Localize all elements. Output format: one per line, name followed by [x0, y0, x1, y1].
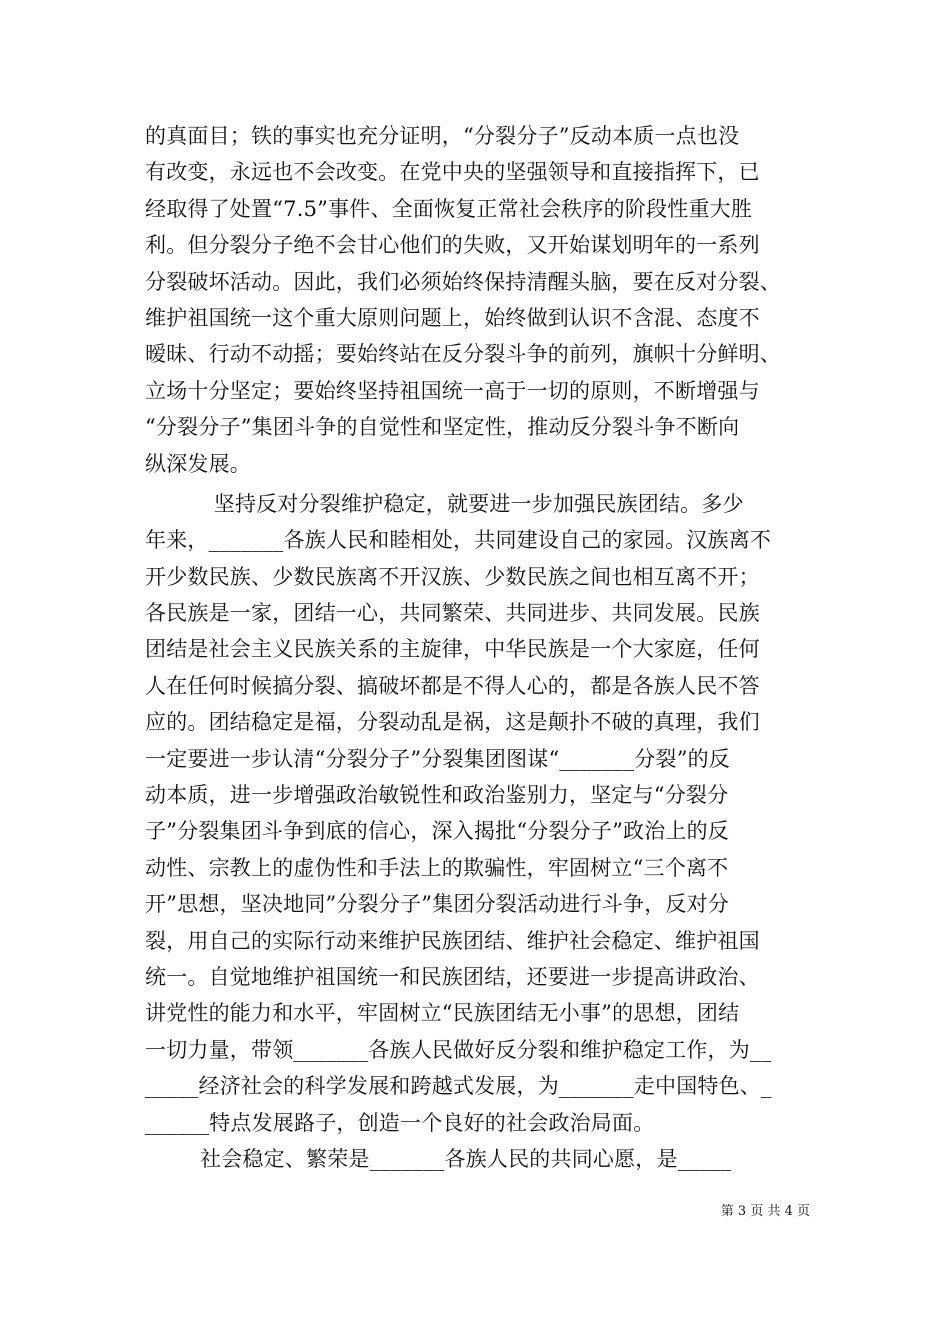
text-line-28: ______特点发展路子，创造一个良好的社会政治局面。 [145, 1110, 655, 1135]
text-line-27: _____经济社会的科学发展和跨越式发展，为_______走中国特色、_ [145, 1074, 772, 1099]
document-body [145, 118, 810, 1177]
text-line-23: 裂，用自己的实际行动来维护民族团结、维护社会稳定、维护祖国 [145, 928, 760, 953]
text-line-12: 年来，_______各族人民和睦相处，共同建设自己的家园。汉族离不 [145, 528, 772, 553]
text-line-2: 有改变，永远也不会改变。在党中央的坚强领导和直接指挥下，已 [145, 160, 760, 185]
text-line-3: 经取得了处置“7.5”事件、全面恢复正常社会秩序的阶段性重大胜 [145, 196, 753, 221]
text-line-7: 暧昧、行动不动摇；要始终站在反分裂斗争的前列，旗帜十分鲜明、 [145, 342, 781, 367]
text-line-6: 维护祖国统一这个重大原则问题上，始终做到认识不含混、态度不 [145, 305, 760, 330]
page-number-footer: 第 3 页 共 4 页 [720, 1204, 810, 1219]
text-line-1: 的真面目；铁的事实也充分证明，“分裂分子”反动本质一点也没 [145, 124, 740, 148]
text-line-13: 开少数民族、少数民族离不开汉族、少数民族之间也相互离不开； [145, 564, 760, 589]
text-line-8: 立场十分坚定；要始终坚持祖国统一高于一切的原则，不断增强与 [145, 378, 760, 403]
text-line-20: 子”分裂集团斗争到底的信心，深入揭批“分裂分子”政治上的反 [145, 819, 730, 844]
text-line-5: 分裂破坏活动。因此，我们必须始终保持清醒头脑，要在反对分裂、 [145, 269, 781, 294]
text-line-21: 动性、宗教上的虚伪性和手法上的欺骗性，牢固树立“三个离不 [145, 855, 729, 880]
text-line-26: 一切力量，带领_______各族人民做好反分裂和维护稳定工作，为__ [145, 1037, 772, 1062]
text-line-15: 团结是社会主义民族关系的主旋律，中华民族是一个大家庭，任何 [145, 637, 760, 662]
text-line-4: 利。但分裂分子绝不会甘心他们的失败，又开始谋划明年的一系列 [145, 233, 760, 258]
text-line-24: 统一。自觉地维护祖国统一和民族团结，还要进一步提高讲政治、 [145, 964, 760, 989]
text-line-16: 人在任何时候搞分裂、搞破坏都是不得人心的，都是各族人民不答 [145, 673, 760, 698]
text-line-22: 开”思想，坚决地同”分裂分子”集团分裂活动进行斗争，反对分 [145, 892, 730, 917]
text-line-9: “分裂分子”集团斗争的自觉性和坚定性，推动反分裂斗争不断向 [145, 415, 740, 440]
text-line-25: 讲党性的能力和水平，牢固树立“民族团结无小事”的思想，团结 [145, 1001, 740, 1026]
text-line-14: 各民族是一家，团结一心，共同繁荣、共同进步、共同发展。民族 [145, 601, 760, 626]
text-line-17: 应的。团结稳定是福，分裂动乱是祸，这是颠扑不破的真理，我们 [145, 710, 760, 735]
text-line-11: 坚持反对分裂维护稳定，就要进一步加强民族团结。多少 [145, 491, 744, 516]
text-line-19: 动本质，进一步增强政治敏锐性和政治鉴别力，坚定与“分裂分 [145, 783, 729, 808]
text-line-18: 一定要进一步认清“分裂分子”分裂集团图谋“_______分裂”的反 [145, 746, 731, 771]
text-line-29: 社会稳定、繁荣是_______各族人民的共同心愿，是_____ [145, 1146, 732, 1171]
text-line-10: 纵深发展。 [145, 451, 251, 476]
